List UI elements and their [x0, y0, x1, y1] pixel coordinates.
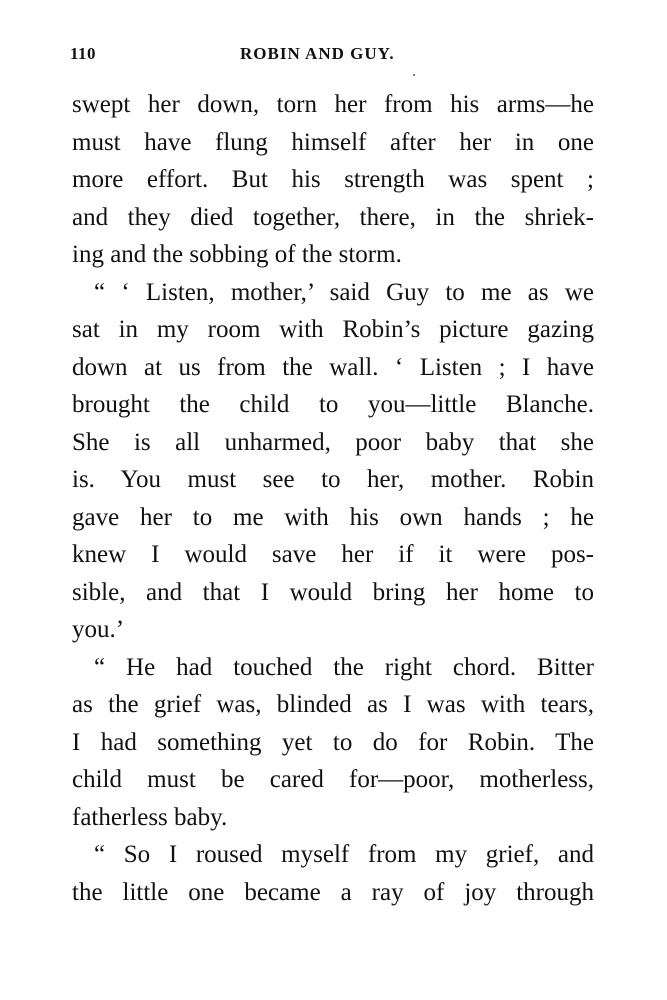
- text-line: fatherless baby.: [72, 803, 228, 831]
- text-line: more effort. But his strength was spent ;: [72, 166, 594, 193]
- running-title: ROBIN AND GUY.: [240, 44, 395, 63]
- text-line: as the grief was, blinded as I was with tears,: [72, 691, 594, 718]
- text-line: and they died together, there, in the shriek-: [72, 203, 594, 231]
- text-line: the little one became a ray of joy through: [72, 878, 594, 906]
- page-header: [70, 44, 595, 68]
- print-speck: [413, 74, 415, 76]
- body-text: [72, 86, 594, 911]
- text-line: you.’: [72, 616, 125, 643]
- text-line: child must be cared for—poor, motherless,: [72, 766, 594, 793]
- page-number: 110: [70, 44, 97, 63]
- text-line: gave her to me with his own hands ; he: [72, 503, 594, 531]
- text-line: I had something yet to do for Robin. The: [72, 728, 594, 756]
- text-line: must have flung himself after her in one: [72, 128, 594, 156]
- text-line: knew I would save her if it were pos-: [72, 541, 594, 568]
- text-line: “ So I roused myself from my grief, and: [94, 841, 594, 868]
- text-line: down at us from the wall. ‘ Listen ; I have: [72, 353, 594, 381]
- text-line: “ ‘ Listen, mother,’ said Guy to me as we: [94, 278, 594, 306]
- text-line: She is all unharmed, poor baby that she: [72, 428, 594, 456]
- text-line: swept her down, torn her from his arms—he: [72, 91, 594, 118]
- text-line: brought the child to you—little Blanche.: [72, 391, 594, 418]
- text-line: sat in my room with Robin’s picture gazing: [72, 316, 594, 343]
- text-line: “ He had touched the right chord. Bitter: [94, 653, 594, 681]
- text-line: ing and the sobbing of the storm.: [72, 241, 402, 268]
- text-line: sible, and that I would bring her home to: [72, 578, 594, 606]
- text-line: is. You must see to her, mother. Robin: [72, 466, 594, 493]
